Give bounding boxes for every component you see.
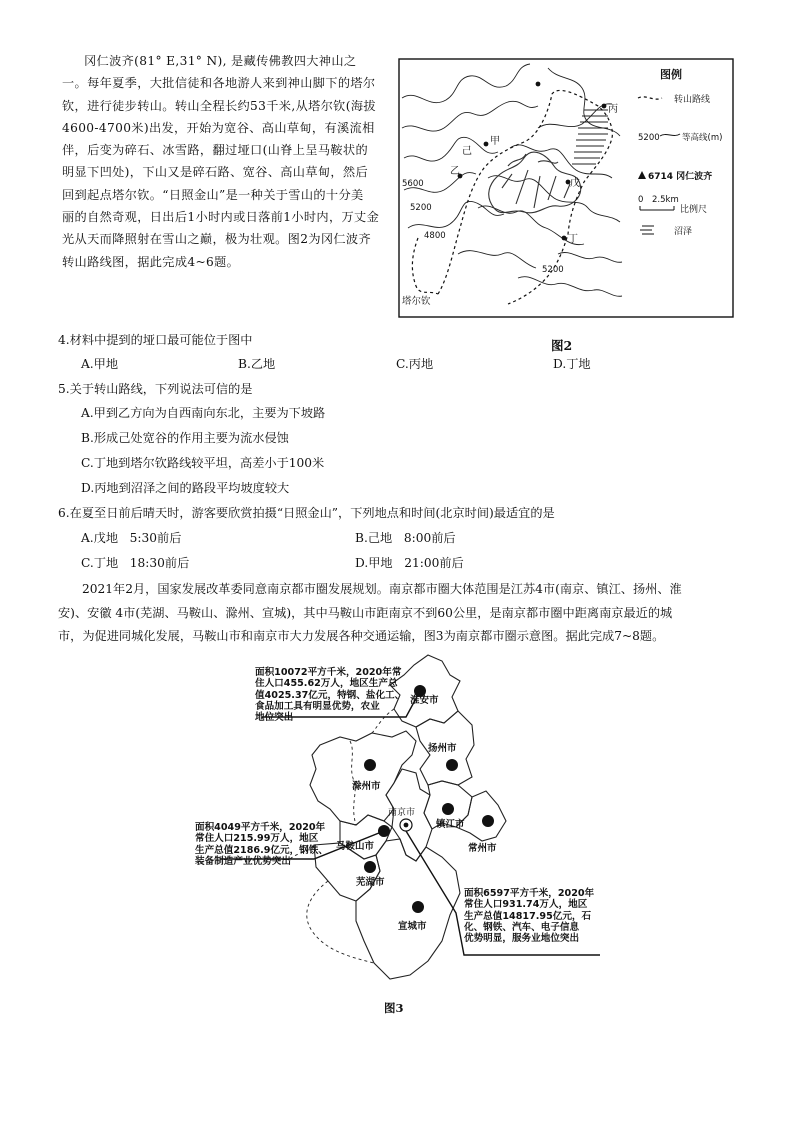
contour-label: 5600	[402, 179, 424, 189]
legend-title: 图例	[660, 68, 682, 81]
note-line: 地位突出	[255, 712, 294, 724]
q4-option-d[interactable]: D.丁地	[553, 357, 591, 371]
note-line: 化、钢铁、汽车、电子信息	[464, 921, 580, 933]
question-6-stem: 6.在夏至日前后晴天时，游客要欣赏拍摄“日照金山”，下列地点和时间(北京时间)最适宜的是	[58, 506, 555, 520]
figure-2-map	[398, 58, 734, 318]
passage-2-line: 2021年2月，国家发展改革委同意南京都市圈发展规划。南京都市圈大体范围是江苏4市(南京、镇江、扬州、淮	[82, 582, 682, 596]
legend-scale-zero: 0	[638, 195, 644, 205]
q4-option-a[interactable]: A.甲地	[81, 357, 119, 371]
q5-option-d[interactable]: D.丙地到沼泽之间的路段平均坡度较大	[81, 481, 290, 495]
city-zhenjiang: 镇江市	[436, 819, 465, 830]
town-tarchen: 塔尔钦	[402, 296, 431, 307]
question-5-stem: 5.关于转山路线，下列说法可信的是	[58, 382, 253, 396]
note-line: 食品加工具有明显优势，农业	[255, 700, 380, 712]
legend-peak: 6714 冈仁波齐	[648, 172, 713, 182]
note-line: 常住人口931.74万人，地区	[464, 899, 588, 911]
note-line: 面积4049平方千米，2020年	[195, 822, 326, 833]
note-line: 生产总值14817.95亿元，石	[464, 910, 592, 922]
place-ding: 丁	[568, 234, 578, 245]
q4-option-c[interactable]: C.丙地	[396, 357, 434, 371]
passage-1-line: 明显下凹处)，下山又是碎石路、宽谷、高山草甸，然后	[62, 165, 369, 180]
passage-1-line: 丽的自然奇观，日出后1小时内或日落前1小时内，万丈金	[62, 210, 380, 225]
city-chuzhou: 滁州市	[352, 781, 381, 792]
note-line: 值4025.37亿元，特钢、盐化工、	[255, 689, 405, 701]
place-ji: 己	[462, 146, 472, 157]
passage-1-line: 冈仁波齐(81° E,31° N), 是藏传佛教四大神山之	[84, 54, 357, 68]
passage-1-line: 回到起点塔尔钦。“日照金山”是一种关于雪山的十分美	[62, 187, 364, 202]
note-line: 装备制造产业优势突出	[195, 855, 291, 867]
city-maanshan: 马鞍山市	[336, 841, 375, 852]
q5-option-c[interactable]: C.丁地到塔尔钦路线较平坦，高差小于100米	[81, 456, 325, 470]
legend-contour-value: 5200	[638, 133, 660, 143]
contour-label: 5200	[410, 203, 432, 213]
legend-scale-len: 2.5km	[652, 195, 679, 205]
city-huaian: 淮安市	[410, 695, 439, 706]
note-line: 面积6597平方千米，2020年	[464, 888, 595, 899]
city-nanjing: 南京市	[388, 808, 416, 818]
note-maanshan	[195, 822, 328, 867]
note-line: 面积10072平方千米，2020年常	[255, 667, 402, 678]
legend-contour: 等高线(m)	[682, 133, 723, 143]
place-bing: 丙	[608, 104, 618, 115]
q6-option-c[interactable]: C.丁地 18:30前后	[81, 556, 190, 570]
q5-option-b[interactable]: B.形成己处宽谷的作用主要为流水侵蚀	[81, 431, 289, 445]
note-line: 优势明显，服务业地位突出	[464, 933, 580, 945]
passage-1-line: 钦，进行徒步转山。转山全程长约53千米,从塔尔钦(海拔	[62, 98, 376, 113]
legend-route: 转山路线	[674, 95, 711, 105]
passage-2	[58, 578, 748, 649]
note-line: 生产总值2186.9亿元，钢铁、	[195, 844, 328, 856]
passage-2-line: 安)、安徽 4市(芜湖、马鞍山、滁州、宣城)，其中马鞍山市距南京不到60公里，是南京都市圈中距离南京最近的城	[58, 605, 673, 620]
q6-option-d[interactable]: D.甲地 21:00前后	[355, 556, 464, 570]
place-jia: 甲	[490, 136, 500, 147]
q6-option-b[interactable]: B.己地 8:00前后	[355, 531, 456, 545]
contour-label: 4800	[424, 231, 446, 241]
note-line: 常住人口215.99万人，地区	[195, 833, 319, 845]
city-yangzhou: 扬州市	[428, 743, 457, 754]
q5-option-a[interactable]: A.甲到乙方向为自西南向东北，主要为下坡路	[81, 406, 326, 420]
city-wuhu: 芜湖市	[356, 877, 385, 888]
passage-1-line: 4600-4700米)出发，开始为宽谷、高山草甸，有溪流相	[62, 120, 375, 135]
note-huaian	[255, 667, 404, 723]
legend-scale: 比例尺	[680, 205, 708, 215]
q6-option-a[interactable]: A.戊地 5:30前后	[81, 531, 182, 545]
passage-1-line: 伴，后变为碎石、冰雪路，翻过垭口(山脊上呈马鞍状的	[62, 143, 369, 158]
contour-label: 5200	[542, 265, 564, 275]
city-changzhou: 常州市	[468, 843, 497, 854]
question-4-stem: 4.材料中提到的垭口最可能位于图中	[58, 333, 253, 347]
place-yi: 乙	[450, 166, 460, 177]
passage-2-line: 市，为促进同城化发展，马鞍山市和南京市大力发展各种交通运输，图3为南京都市圈示意图。据此完成7~8题。	[58, 629, 665, 643]
note-nanjing	[464, 888, 594, 944]
note-line: 住人口455.62万人，地区生产总	[255, 678, 398, 690]
figure-3-caption: 图3	[384, 1001, 404, 1015]
q4-option-b[interactable]: B.乙地	[238, 357, 276, 371]
city-xuancheng: 宣城市	[398, 921, 427, 932]
passage-1-line: 一。每年夏季，大批信徒和各地游人来到神山脚下的塔尔	[62, 76, 376, 91]
passage-1-line: 转山路线图，据此完成4~6题。	[62, 254, 240, 269]
figure-2-caption: 图2	[551, 338, 573, 353]
place-wu: 戊	[570, 178, 580, 189]
passage-1-line: 光从天而降照射在雪山之巅，极为壮观。图2为冈仁波齐	[62, 232, 372, 247]
passage-1	[62, 50, 392, 273]
legend-swamp: 沼泽	[674, 227, 693, 237]
